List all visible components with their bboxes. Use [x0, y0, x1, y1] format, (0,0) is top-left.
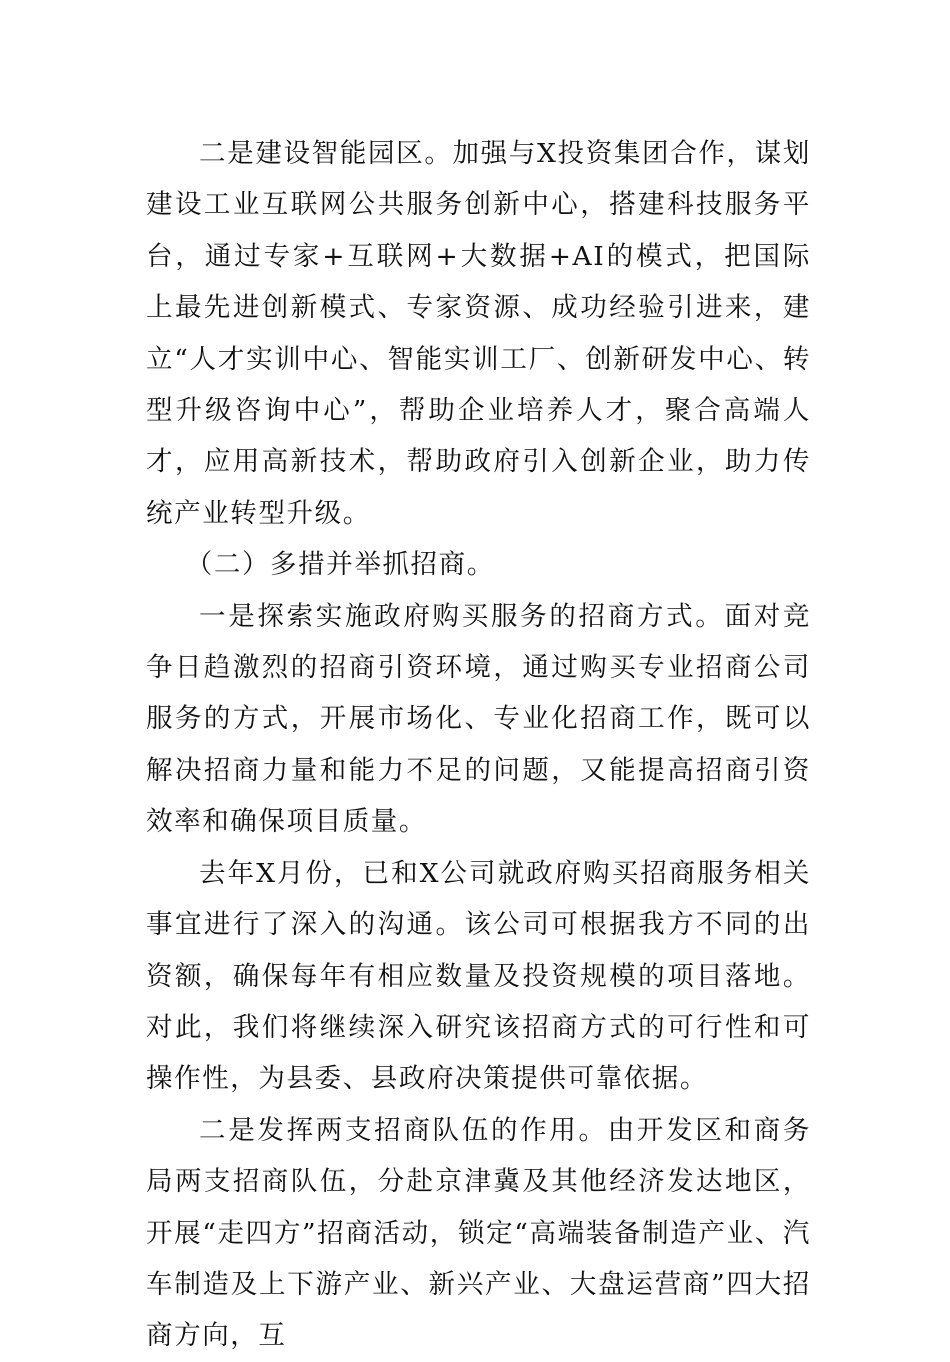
document-body [146, 128, 811, 1362]
paragraph-two-teams: 二是发挥两支招商队伍的作用。由开发区和商务局两支招商队伍，分赴京津冀及其他经济发达地区，开展“走四方”招商活动，锁定“高端装备制造产业、汽车制造及上下游产业、新兴产业、大盘运营商”四大招商方向，互 [146, 1114, 811, 1352]
paragraph-last-year: 去年X月份，已和X公司就政府购买招商服务相关事宜进行了深入的沟通。该公司可根据我方不同的出资额，确保每年有相应数量及投资规模的项目落地。对此，我们将继续深入研究该招商方式的可行性和可操作性，为县委、县政府决策提供可靠依据。 [146, 857, 811, 1095]
paragraph-smart-park: 二是建设智能园区。加强与X投资集团合作，谋划建设工业互联网公共服务创新中心，搭建科技服务平台，通过专家+互联网+大数据+AI的模式，把国际上最先进创新模式、专家资源、成功经验引进来，建立“人才实训中心、智能实训工厂、创新研发中心、转型升级咨询中心”，帮助企业培养人才，聚合高端人才，应用高新技术，帮助政府引入创新企业，助力传统产业转型升级。 [146, 138, 811, 529]
paragraph-purchase-services: 一是探索实施政府购买服务的招商方式。面对竞争日趋激烈的招商引资环境，通过购买专业招商公司服务的方式，开展市场化、专业化招商工作，既可以解决招商力量和能力不足的问题，又能提高招商引资效率和确保项目质量。 [146, 600, 811, 838]
section-heading: （二）多措并举抓招商。 [185, 549, 495, 581]
